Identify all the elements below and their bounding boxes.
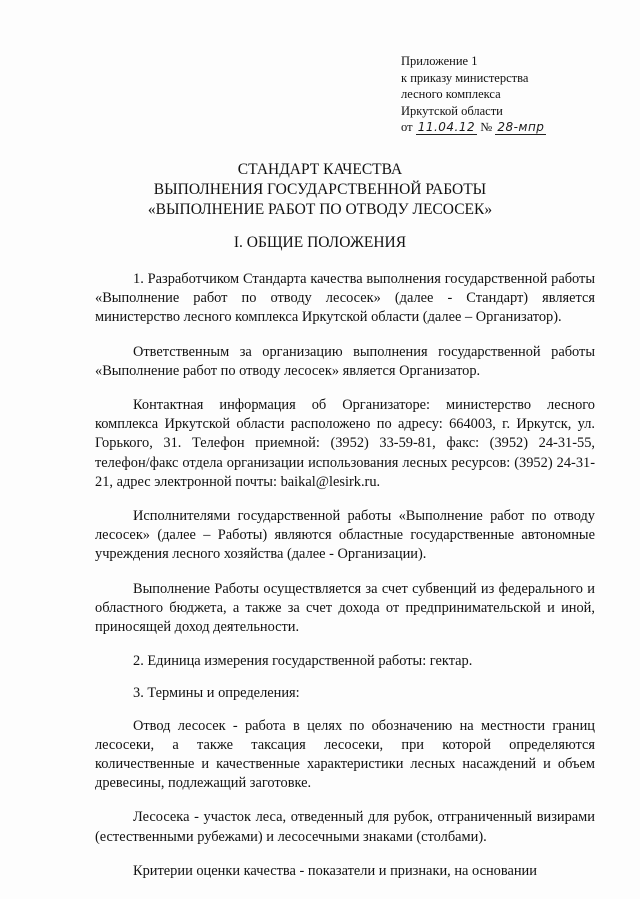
paragraph: Отвод лесосек - работа в целях по обозначению на местности границ лесосеки, а также таксация лесосеки, при которой определяются количественные и качественные характеристики лесных насаждений и объем древесины, подлежащий заготовке.: [95, 717, 595, 792]
paragraph: Ответственным за организацию выполнения государственной работы «Выполнение работ по отводу лесосек» является Организатор.: [95, 343, 595, 379]
paragraph: Критерии оценки качества - показатели и признаки, на основании: [133, 862, 537, 879]
title-line: СТАНДАРТ КАЧЕСТВА: [237, 161, 403, 178]
document-title: [0, 160, 640, 220]
appendix-line: лесного комплекса: [401, 87, 501, 101]
title-line: «ВЫПОЛНЕНИЕ РАБОТ ПО ОТВОДУ ЛЕСОСЕК»: [147, 201, 493, 218]
paragraph: Исполнителями государственной работы «Выполнение работ по отводу лесосек» (далее – Работы) являются областные государственные автономные учреждения лесного хозяйства (далее - Организации).: [95, 508, 595, 563]
appendix-line: Приложение 1: [401, 54, 478, 68]
paragraph: Контактная информация об Организаторе: министерство лесного комплекса Иркутской области расположено по адресу: 664003, г. Иркутск, ул. Горького, 31. Телефон приемной: (3952) 33-59-81, факс: (3952) 24-31-55, телефон/факс отдела организации использования лесных ресурсов: (3952) 24-31-21, адрес электронной почты: baikal@lesirk.ru.: [95, 397, 595, 490]
paragraph: Лесосека - участок леса, отведенный для рубок, отграниченный визирами (естественными рубежами) и лесосечными знаками (столбами).: [95, 809, 595, 845]
title-line: ВЫПОЛНЕНИЯ ГОСУДАРСТВЕННОЙ РАБОТЫ: [153, 181, 487, 198]
paragraph: Выполнение Работы осуществляется за счет субвенций из федерального и областного бюджета, а также за счет дохода от предпринимательской и иной, приносящей доход деятельности.: [95, 580, 595, 636]
section-heading: I. ОБЩИЕ ПОЛОЖЕНИЯ: [233, 234, 407, 251]
order-number: 28-мпр: [497, 120, 545, 134]
paragraph: 1. Разработчиком Стандарта качества выполнения государственной работы «Выполнение работ по отводу лесосек» (далее - Стандарт) является министерство лесного комплекса Иркутской области (далее – Организатор).: [95, 271, 595, 326]
paragraph: 3. Термины и определения:: [133, 685, 300, 702]
from-label: от: [401, 120, 413, 134]
paragraph: 2. Единица измерения государственной работы: гектар.: [133, 653, 473, 670]
order-date: 11.04.12: [417, 120, 476, 134]
number-label: №: [480, 120, 493, 134]
document-body: [95, 270, 595, 896]
appendix-line: к приказу министерства: [401, 70, 529, 85]
appendix-block: [401, 53, 546, 136]
appendix-order-line: [401, 119, 546, 136]
appendix-line: Иркутской области: [401, 103, 503, 118]
